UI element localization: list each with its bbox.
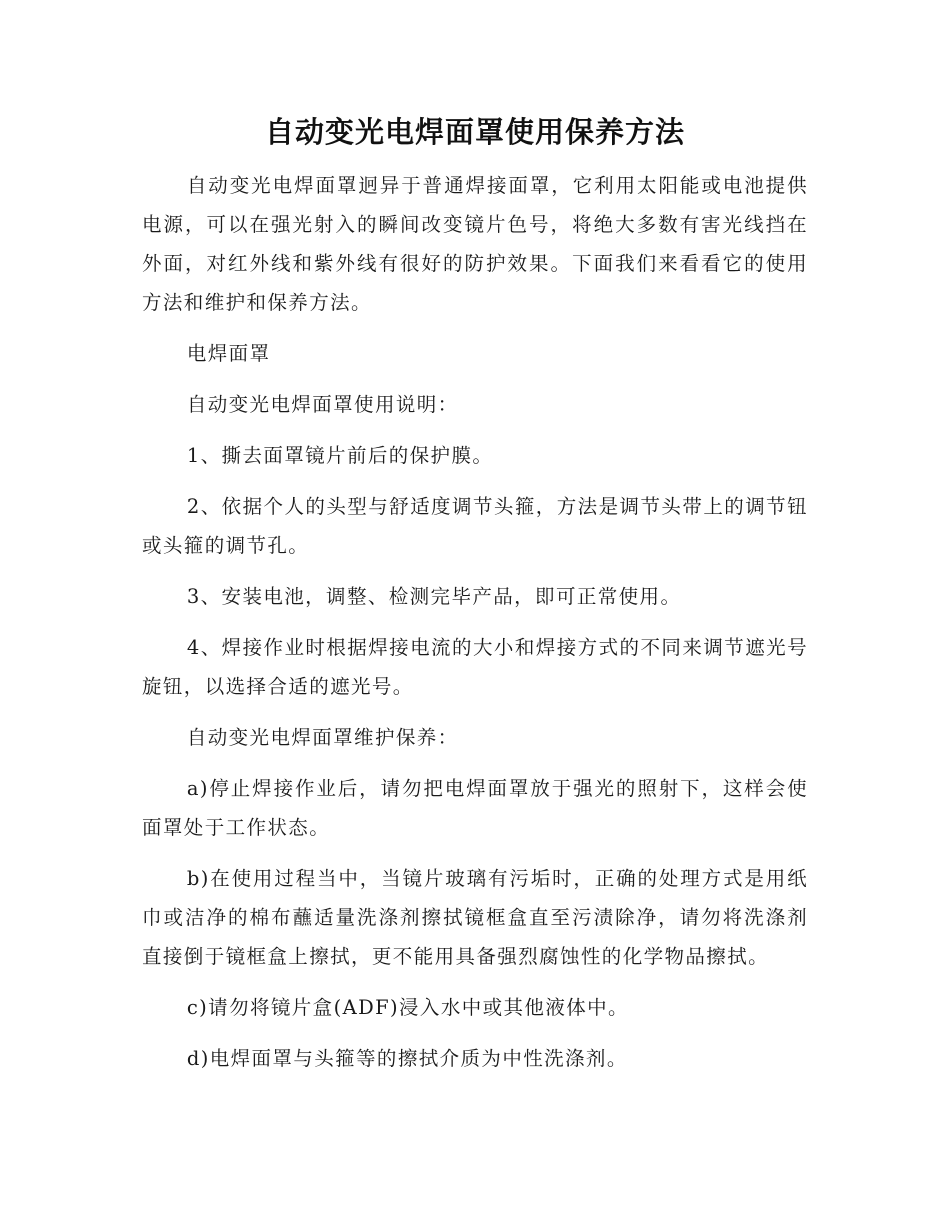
usage-step: 4、焊接作业时根据焊接电流的大小和焊接方式的不同来调节遮光号旋钮，以选择合适的遮光号。 — [142, 636, 808, 698]
section-label-mask: 电焊面罩 — [186, 342, 271, 365]
maintenance-item: c)请勿将镜片盒(ADF)浸入水中或其他液体中。 — [186, 996, 629, 1019]
document-body — [142, 166, 808, 1090]
usage-step: 1、撕去面罩镜片前后的保护膜。 — [186, 444, 494, 467]
intro-paragraph: 自动变光电焊面罩迥异于普通焊接面罩，它利用太阳能或电池提供电源，可以在强光射入的瞬间改变镜片色号，将绝大多数有害光线挡在外面，对红外线和紫外线有很好的防护效果。下面我们来看看它的使用方法和维护和保养方法。 — [142, 174, 808, 314]
maintenance-item: b)在使用过程当中，当镜片玻璃有污垢时，正确的处理方式是用纸巾或洁净的棉布蘸适量洗涤剂擦拭镜框盒直至污渍除净，请勿将洗涤剂直接倒于镜框盒上擦拭，更不能用具备强烈腐蚀性的化学物品擦拭。 — [142, 867, 808, 968]
document-title: 自动变光电焊面罩使用保养方法 — [264, 115, 685, 149]
maintenance-heading: 自动变光电焊面罩维护保养： — [186, 726, 459, 749]
maintenance-item: a)停止焊接作业后，请勿把电焊面罩放于强光的照射下，这样会使面罩处于工作状态。 — [142, 777, 808, 839]
maintenance-item: d)电焊面罩与头箍等的擦拭介质为中性洗涤剂。 — [186, 1047, 628, 1070]
usage-step: 3、安装电池，调整、检测完毕产品，即可正常使用。 — [186, 585, 682, 608]
usage-step: 2、依据个人的头型与舒适度调节头箍，方法是调节头带上的调节钮或头箍的调节孔。 — [142, 495, 808, 557]
usage-heading: 自动变光电焊面罩使用说明： — [186, 393, 459, 416]
